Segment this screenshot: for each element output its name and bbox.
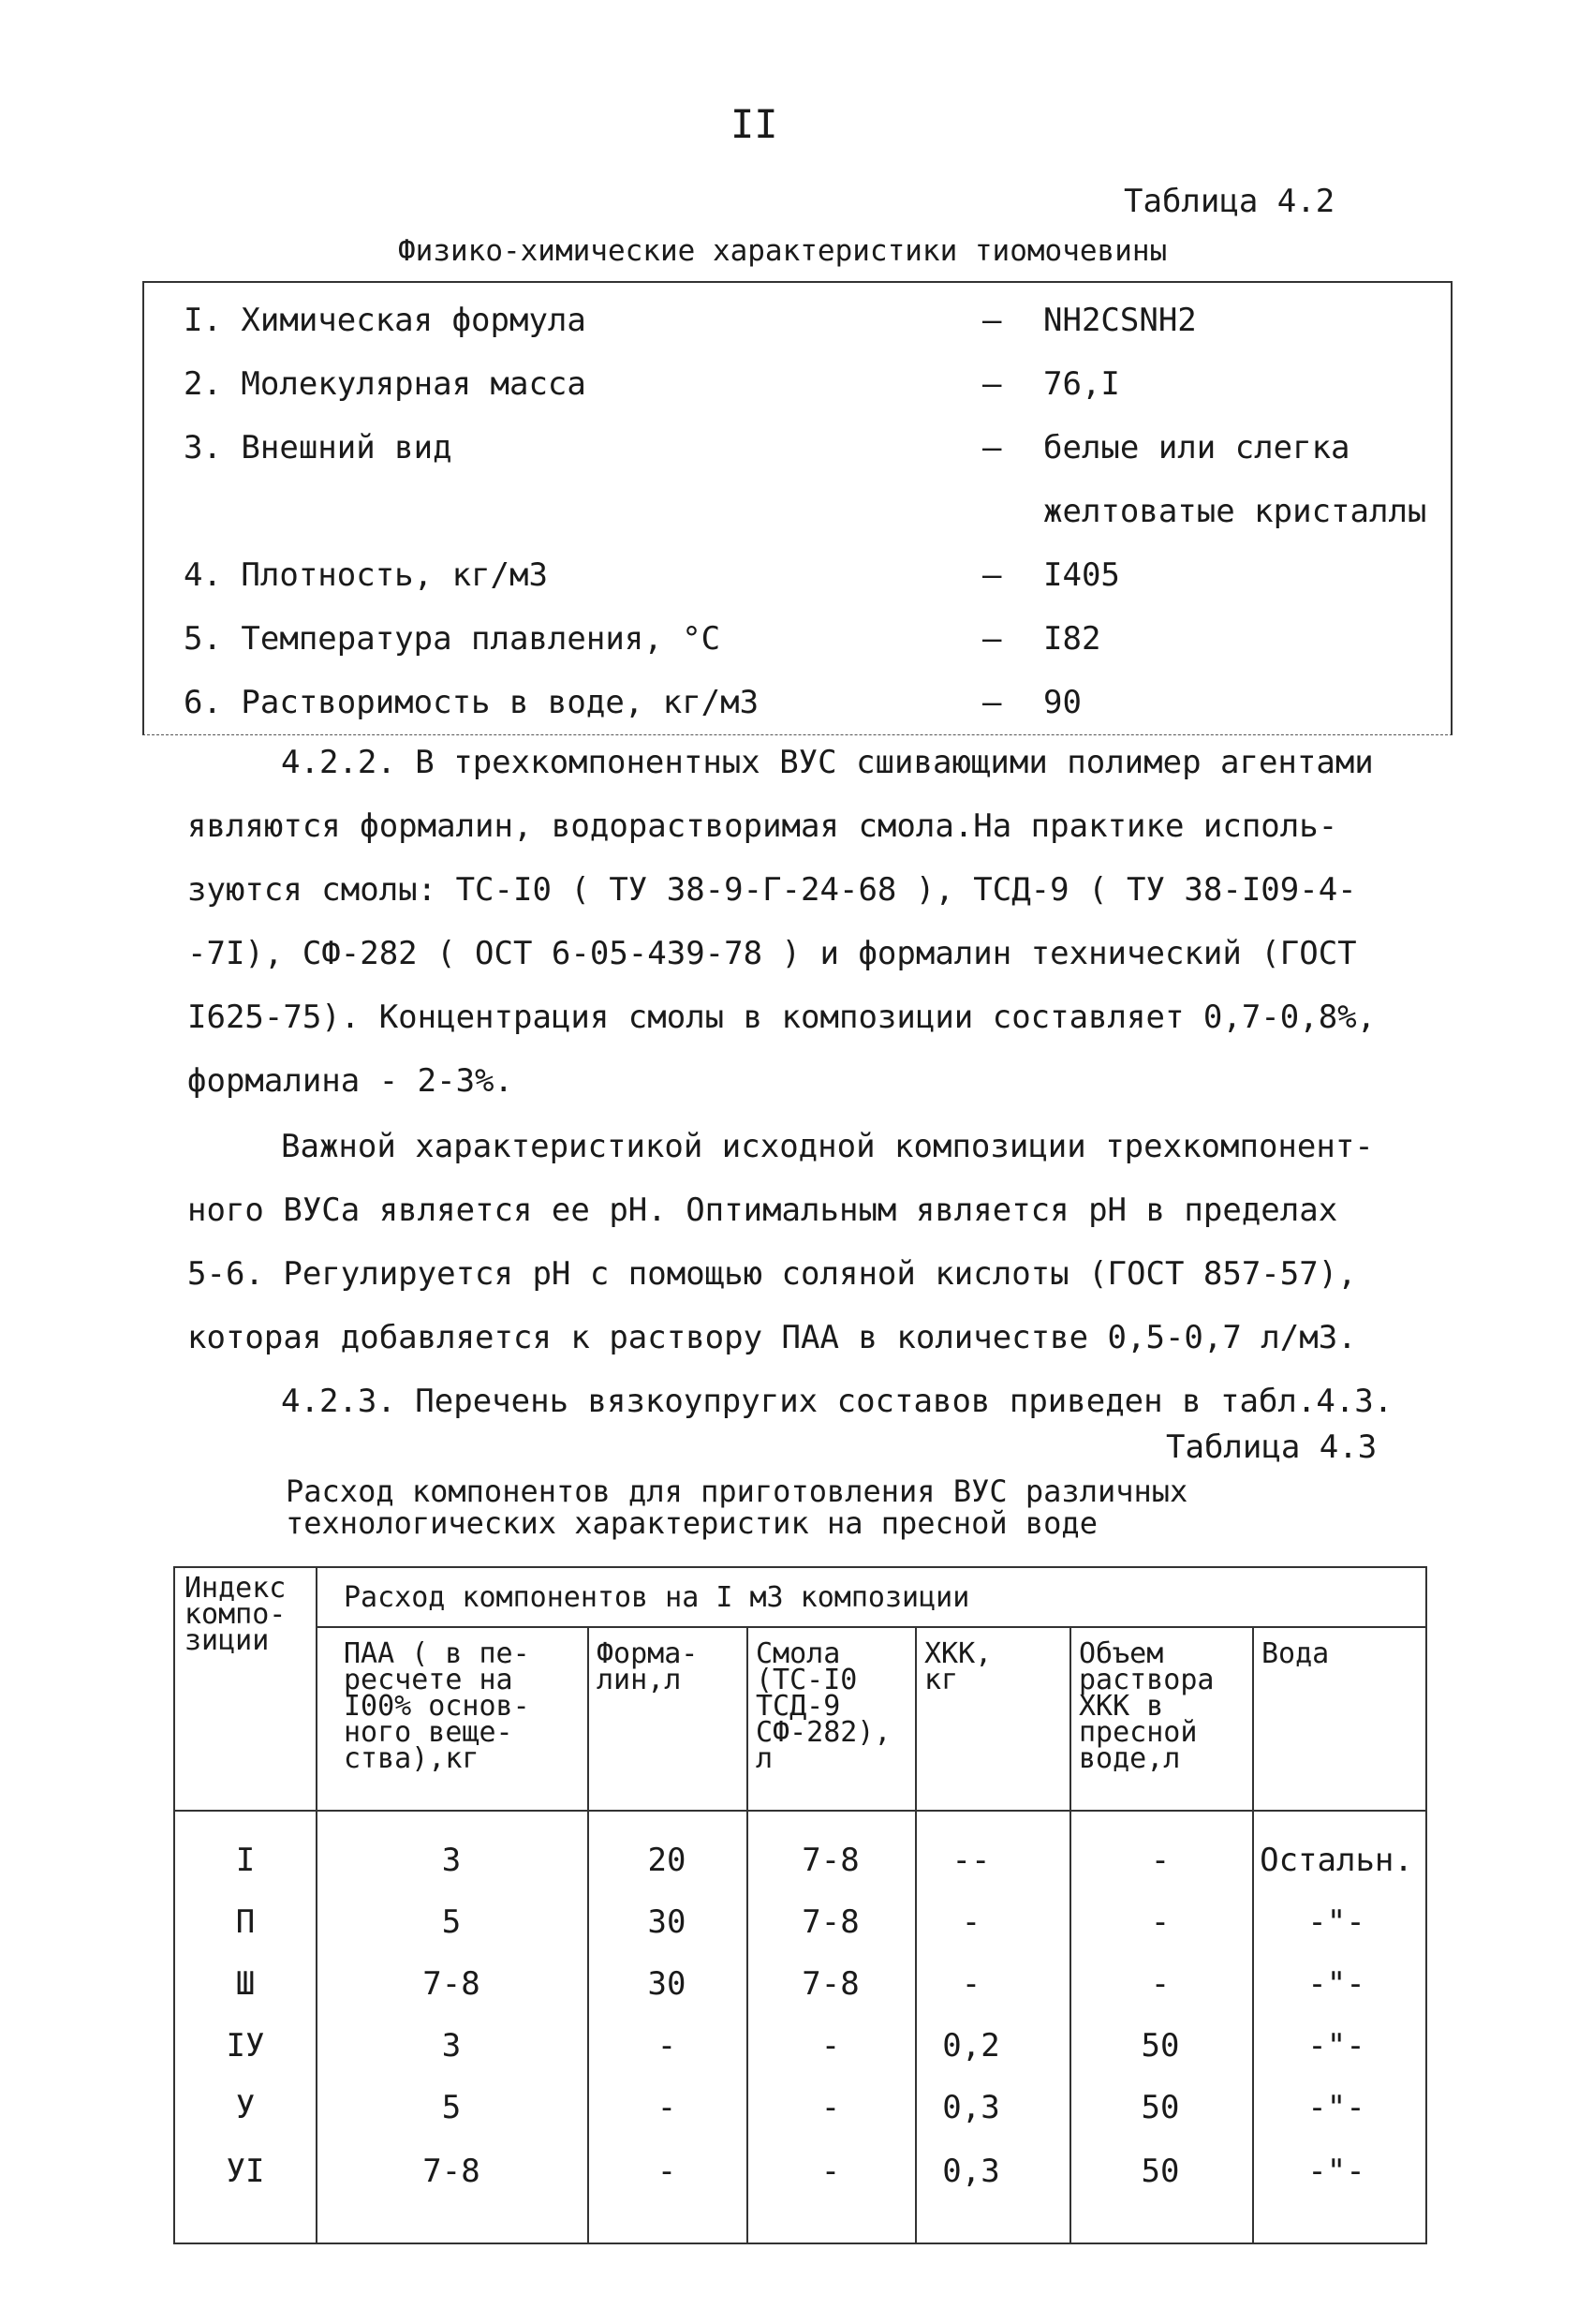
composition-index: П (235, 1903, 256, 1941)
property-value: белые или слегка (1043, 429, 1350, 466)
table-cell: - (1150, 1842, 1171, 1879)
table-cell: -"- (1307, 1965, 1365, 2003)
table-cell: - (656, 2027, 677, 2065)
dash: – (982, 365, 1002, 403)
dash: – (982, 302, 1002, 339)
property-value: I405 (1043, 556, 1120, 594)
table-cell: - (656, 2153, 677, 2190)
paragraph-4-2-2 (187, 731, 1423, 1113)
property-row (144, 483, 1451, 547)
table-cell: - (656, 2089, 677, 2126)
table-cell: -"- (1307, 2153, 1365, 2190)
text-line: Важной характеристикой исходной композиции трехкомпонент- (281, 1128, 1374, 1165)
composition-index: У (235, 2089, 256, 2126)
composition-table (173, 1566, 1427, 2244)
dash: – (982, 684, 1002, 721)
property-row (144, 420, 1451, 483)
text-line: зуются смолы: ТС-I0 ( ТУ 38-9-Г-24-68 ), ТСД-9 ( ТУ 38-I09-4- (187, 871, 1357, 909)
title-line: Расход компонентов для приготовления ВУС различных (286, 1473, 1188, 1509)
text-line: формалина - 2-3%. (187, 1062, 513, 1100)
property-value: I82 (1043, 620, 1101, 658)
table-cell: - (1150, 1903, 1171, 1941)
property-value: 90 (1043, 684, 1082, 721)
property-row (144, 547, 1451, 611)
table-cell: - (1150, 1965, 1171, 2003)
table-cell: -- (951, 1842, 991, 1879)
composition-index: Ш (235, 1965, 256, 2003)
property-label: 5. Температура плавления, °C (184, 620, 721, 658)
table-cell: - (820, 2153, 841, 2190)
table-cell: 7-8 (802, 1903, 860, 1941)
composition-index: УI (226, 2153, 265, 2190)
property-label: I. Химическая формула (184, 302, 586, 339)
text-line: 4.2.2. В трехкомпонентных ВУС сшивающими полимер агентами (281, 744, 1374, 781)
chemical-formula: NH2CSNH2 (1043, 302, 1197, 339)
table-divider (316, 1626, 1425, 1628)
table-cell: 30 (647, 1965, 686, 2003)
table-cell: 3 (441, 1842, 462, 1879)
property-row (144, 356, 1451, 420)
paragraph-ph (187, 1115, 1423, 1369)
header-water: Вода (1261, 1637, 1330, 1670)
table-cell: 7-8 (422, 2153, 480, 2190)
text-line: 5-6. Регулируется pH с помощью соляной кислоты (ГОСТ 857-57), (187, 1255, 1357, 1293)
table-cell: 7-8 (422, 1965, 480, 2003)
table-cell: - (961, 1903, 981, 1941)
table-cell: -"- (1307, 2027, 1365, 2065)
table-cell: - (820, 2027, 841, 2065)
table-cell: 3 (441, 2027, 462, 2065)
header-index: Индекс компо- зиции (184, 1572, 287, 1657)
table-cell: 7-8 (802, 1965, 860, 2003)
header-hkk: ХКК, кг (924, 1637, 993, 1696)
properties-table (142, 281, 1453, 735)
composition-index: IУ (226, 2027, 265, 2065)
property-label: 4. Плотность, кг/м3 (184, 556, 548, 594)
composition-index: I (235, 1842, 256, 1879)
table-cell: -"- (1307, 1903, 1365, 1941)
table-4-3-title (286, 1475, 1187, 1539)
dash: – (982, 429, 1002, 466)
table-divider (175, 1810, 1425, 1812)
table-4-3-caption: Таблица 4.3 (1166, 1428, 1378, 1466)
table-cell: 30 (647, 1903, 686, 1941)
text-line: ного ВУСа является ее pH. Оптимальным является pH в пределах (187, 1192, 1338, 1229)
table-cell: 5 (441, 1903, 462, 1941)
header-formalin: Форма- лин,л (597, 1637, 699, 1696)
table-cell: 50 (1141, 2089, 1180, 2126)
header-paa: ПАА ( в пе- ресчете на I00% основ- ного веще- ства),кг (344, 1637, 530, 1775)
table-4-2-caption: Таблица 4.2 (1124, 183, 1335, 220)
table-cell: - (820, 2089, 841, 2126)
table-cell: 0,3 (942, 2089, 1000, 2126)
table-cell: 0,3 (942, 2153, 1000, 2190)
table-cell: 0,2 (942, 2027, 1000, 2065)
text-line: 4.2.3. Перечень вязкоупругих составов приведен в табл.4.3. (281, 1383, 1394, 1420)
property-label: 3. Внешний вид (184, 429, 452, 466)
table-cell: -"- (1307, 2089, 1365, 2126)
dash: – (982, 620, 1002, 658)
property-row (144, 674, 1451, 738)
text-line: являются формалин, водорастворимая смола.На практике исполь- (187, 807, 1338, 845)
property-row (144, 292, 1451, 356)
title-line: технологических характеристик на пресной воде (286, 1505, 1098, 1541)
paragraph-4-2-3 (187, 1369, 1423, 1433)
dash: – (982, 556, 1002, 594)
text-line: -7I), СФ-282 ( ОСТ 6-05-439-78 ) и формалин технический (ГОСТ (187, 935, 1357, 972)
table-cell: 7-8 (802, 1842, 860, 1879)
property-label: 6. Растворимость в воде, кг/м3 (184, 684, 760, 721)
header-resin: Смола (ТС-I0 ТСД-9 СФ-282), л (756, 1637, 892, 1775)
property-value: желтоватые кристаллы (1043, 493, 1427, 530)
table-cell: - (961, 1965, 981, 2003)
property-value: 76,I (1043, 365, 1120, 403)
text-line: I625-75). Концентрация смолы в композиции составляет 0,7-0,8%, (187, 999, 1377, 1036)
table-cell: 50 (1141, 2027, 1180, 2065)
table-cell: 50 (1141, 2153, 1180, 2190)
table-cell: Остальн. (1260, 1842, 1413, 1879)
text-line: которая добавляется к раствору ПАА в количестве 0,5-0,7 л/м3. (187, 1319, 1357, 1356)
table-cell: 5 (441, 2089, 462, 2126)
table-cell: 20 (647, 1842, 686, 1879)
header-solution-volume: Объем раствора ХКК в пресной воде,л (1079, 1637, 1215, 1775)
property-row (144, 611, 1451, 674)
page-number: II (730, 101, 778, 147)
table-divider (1069, 1626, 1071, 2243)
property-label: 2. Молекулярная масса (184, 365, 586, 403)
header-group: Расход компонентов на I м3 композиции (344, 1581, 970, 1614)
table-4-2-title: Физико-химические характеристики тиомочевины (398, 234, 1168, 268)
